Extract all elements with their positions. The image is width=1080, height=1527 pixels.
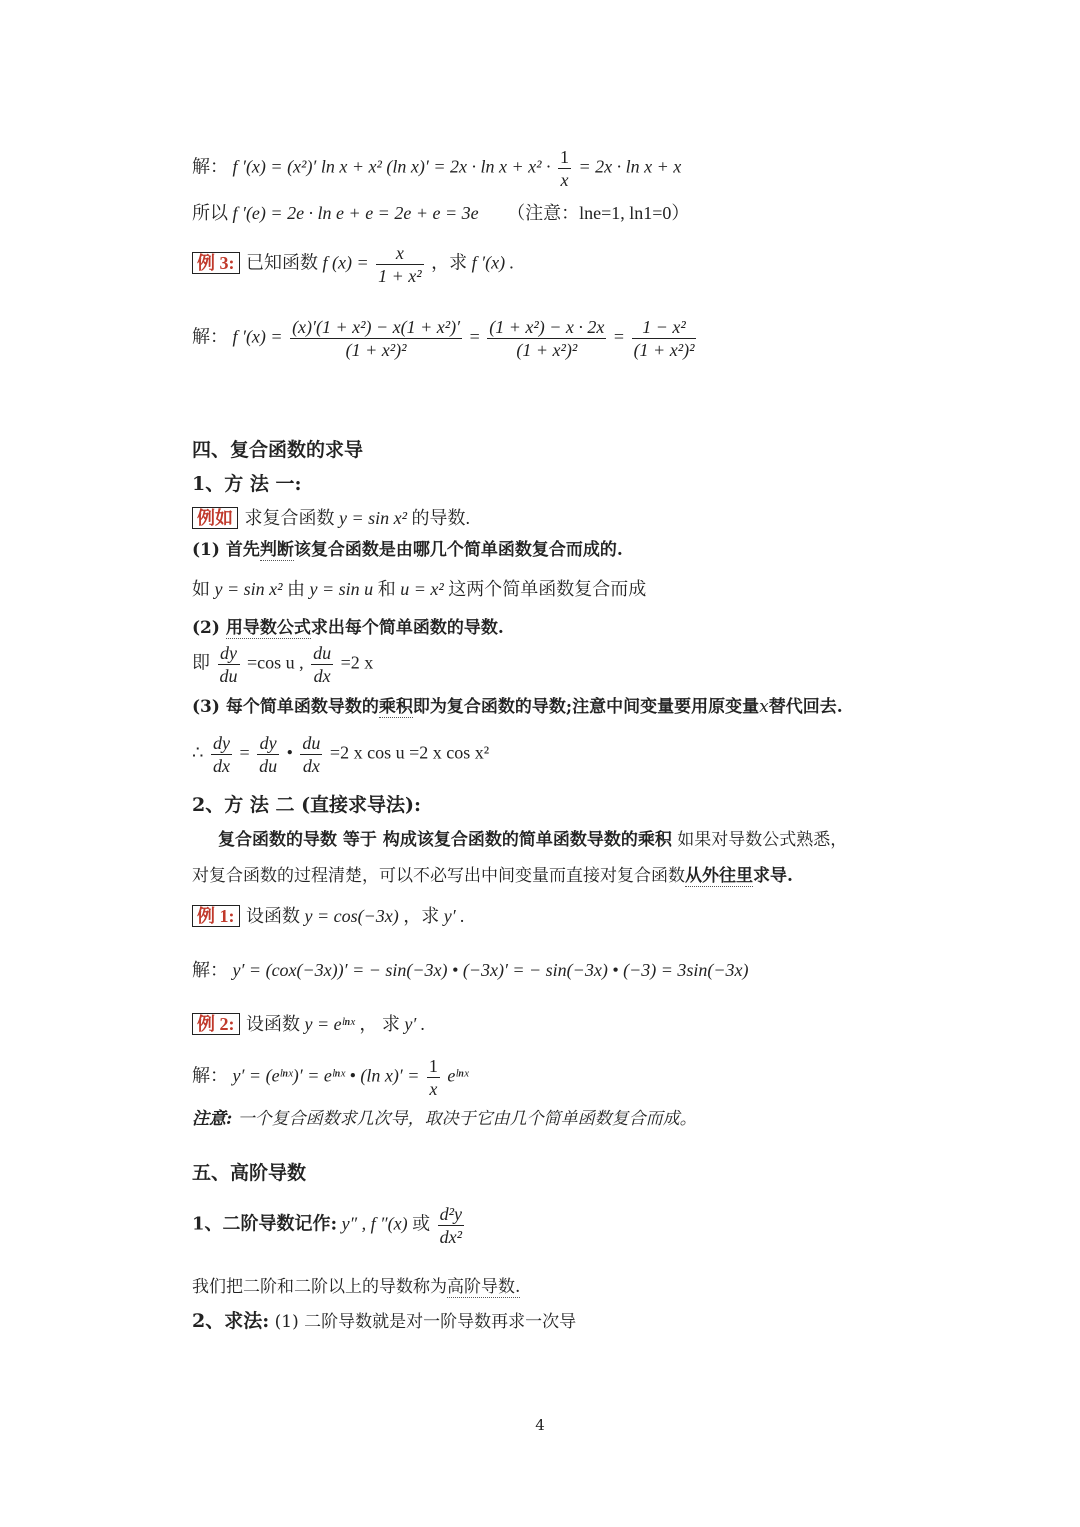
formula: f ′(x) = (x²)′ ln x + x² (ln x)′ = 2x · ln x + x² · (232, 156, 551, 177)
paragraph-text: 求导. (753, 866, 793, 886)
page-number: 4 (535, 1416, 545, 1434)
step-two-detail (192, 642, 373, 687)
solution-example3-line (192, 316, 699, 361)
example2-line (192, 1012, 425, 1036)
fraction (218, 642, 240, 687)
step-text: 该复合函数是由哪几个简单函数复合而成的. (293, 540, 623, 560)
section-four-heading: 四、复合函数的求导 (192, 439, 364, 461)
example-text: ，求 (403, 906, 440, 926)
formula: =2 x cos u =2 x cos x² (329, 742, 490, 763)
formula: = 2x · ln x + x (578, 156, 682, 177)
example-text: 求复合函数 (244, 508, 335, 528)
step-text: 替代回去. (768, 697, 843, 717)
fraction (376, 242, 424, 287)
note-line (192, 1107, 697, 1131)
step-one-line (192, 538, 623, 562)
underlined-text: 判断 (259, 540, 294, 560)
formula: y″ , (341, 1213, 367, 1234)
example-tag: 例 2: (192, 1013, 240, 1035)
fraction-numerator: dy (257, 732, 279, 755)
solution-example2b-line (192, 1055, 469, 1100)
fraction-denominator: (1 + x²)² (345, 340, 407, 360)
example-text: ， 求 (359, 1014, 400, 1034)
higher-derivative-definition (192, 1275, 520, 1299)
fraction-denominator: (1 + x²)² (633, 340, 695, 360)
formula: y = eˡⁿˣ (304, 1014, 355, 1034)
fraction-numerator: 1 (428, 1056, 438, 1076)
fraction-denominator: du (219, 666, 238, 686)
fraction (257, 732, 279, 777)
formula: y′ = (eˡⁿˣ)′ = eˡⁿˣ • (ln x)′ = (232, 1065, 420, 1086)
step-text: (2) (192, 618, 226, 638)
detail-text: 由 (287, 579, 306, 599)
paragraph-text: 复合函数的导数 等于 构成该复合函数的简单函数导数的乘积 (218, 830, 672, 850)
method-text: (1) 二阶导数就是对一阶导数再求一次导 (274, 1312, 577, 1332)
fraction-numerator: d²y (439, 1204, 463, 1224)
variable: x (759, 697, 769, 717)
fraction (311, 642, 333, 687)
formula: y = sin x² (214, 579, 283, 599)
formula: y = sin x² (339, 508, 408, 528)
formula: f ′(x) = (232, 326, 283, 347)
therefore-symbol: ∴ (192, 742, 204, 763)
conclusion-line (192, 201, 689, 225)
formula: u = x² (400, 579, 444, 599)
formula: f ″(x) (370, 1213, 408, 1234)
step-one-detail (192, 577, 646, 601)
example-text: 的导数. (411, 508, 471, 528)
detail-text: 即 (192, 652, 210, 673)
step-text: 即为复合函数的导数;注意中间变量要用原变量 (412, 697, 760, 717)
detail-text: 和 (377, 579, 396, 599)
fraction-numerator: 1 (559, 147, 569, 167)
fraction (290, 316, 462, 361)
definition-text: 或 (412, 1213, 431, 1234)
example-tag: 例 1: (192, 905, 240, 927)
example-text: 已知函数 (246, 252, 318, 273)
note-text: （注意：lne=1, ln1=0） (507, 203, 690, 223)
underlined-text: 从外往里 (685, 866, 753, 886)
section-five-heading: 五、高阶导数 (192, 1162, 307, 1184)
fraction (427, 1055, 440, 1100)
fraction-denominator: dx² (439, 1227, 463, 1247)
formula: y′ . (443, 906, 465, 926)
fraction-denominator: x (429, 1079, 438, 1099)
definition-label: 1、二阶导数记作: (192, 1213, 338, 1235)
fraction-denominator: dx (313, 666, 331, 686)
example-text: 设函数 (246, 1014, 300, 1034)
step-text: 求出每个简单函数的导数. (310, 618, 504, 638)
underlined-text: 用导数公式 (225, 618, 311, 638)
step-text: (3) 每个简单函数导数的 (192, 697, 379, 717)
fraction-numerator: (x)′(1 + x²) − x(1 + x²)′ (292, 317, 461, 337)
fraction-denominator: 1 + x² (378, 266, 422, 286)
fraction-numerator: dy (218, 642, 240, 665)
fraction (300, 732, 322, 777)
example-text: ，求 (431, 252, 468, 273)
second-derivative-line (192, 1203, 467, 1248)
formula: y′ = (cox(−3x))′ = − sin(−3x) • (−3x)′ = − sin(−3x) • (−3) = 3sin(−3x) (232, 960, 749, 980)
solution-example1-line (192, 958, 749, 982)
example-text: 设函数 (246, 906, 300, 926)
equals-sign: = (613, 326, 625, 347)
example3-line (192, 242, 514, 287)
formula: f (x) = (322, 252, 369, 273)
detail-text: 这两个简单函数复合而成 (448, 579, 647, 599)
example-tag: 例如 (192, 507, 238, 529)
solution-lead: 解： (192, 960, 228, 980)
fraction (558, 146, 571, 191)
fraction-numerator: du (313, 643, 332, 663)
method-line (192, 1309, 576, 1334)
equals-sign: = (469, 326, 480, 347)
multiply-dot: • (286, 742, 293, 763)
method-two-paragraph-2 (192, 864, 793, 888)
fraction (487, 316, 606, 361)
fraction-denominator: (1 + x²)² (516, 340, 578, 360)
fraction-numerator: dy (212, 733, 230, 753)
fraction-denominator: x (560, 170, 569, 190)
formula: y = cos(−3x) (304, 906, 399, 926)
formula: =2 x (340, 652, 374, 673)
example1-line (192, 904, 465, 928)
solution-lead: 解： (192, 156, 228, 177)
method-two-heading: 2、方 法 二 (直接求导法): (192, 794, 422, 816)
formula: f ′(x) . (471, 252, 515, 273)
fraction (632, 316, 697, 361)
fraction (211, 732, 232, 777)
note-label: 注意: (192, 1109, 233, 1129)
fraction-denominator: du (259, 756, 278, 776)
fraction-denominator: dx (302, 756, 320, 776)
step-text: (1) 首先 (192, 540, 260, 560)
step-three-line (192, 695, 843, 719)
detail-text: 如 (192, 579, 210, 599)
step-three-detail (192, 732, 489, 777)
fraction (438, 1203, 464, 1248)
formula: eˡⁿˣ (447, 1065, 469, 1086)
example-tag: 例 3: (192, 252, 240, 274)
formula: y = sin u (309, 579, 374, 599)
solution-lead: 解： (192, 1065, 228, 1086)
example-line (192, 506, 470, 530)
solution-lead: 解： (192, 326, 228, 347)
conclusion-lead: 所以 (192, 203, 228, 223)
fraction-numerator: 1 − x² (632, 316, 697, 339)
underlined-text: 高阶导数. (447, 1277, 521, 1297)
fraction-denominator: dx (212, 756, 230, 776)
method-two-paragraph-1 (218, 828, 847, 852)
formula: y′ . (404, 1014, 426, 1034)
note-text: 一个复合函数求几次导，取决于它由几个简单函数复合而成。 (237, 1109, 697, 1129)
solution-example2-line (192, 146, 681, 191)
paragraph-text: 对复合函数的过程清楚，可以不必写出中间变量而直接对复合函数 (192, 866, 685, 886)
definition-text: 我们把二阶和二阶以上的导数称为 (192, 1277, 447, 1297)
method-label: 2、求法: (192, 1310, 270, 1332)
fraction-numerator: x (376, 242, 424, 265)
method-one-heading: 1、方 法 一: (192, 473, 302, 495)
formula: =cos u , (247, 652, 304, 673)
step-two-line (192, 616, 504, 640)
fraction-numerator: du (302, 733, 321, 753)
paragraph-text: 如果对导数公式熟悉， (671, 830, 848, 850)
underlined-text: 乘积 (378, 697, 413, 717)
equals-sign: = (239, 742, 250, 763)
formula: f ′(e) = 2e · ln e + e = 2e + e = 3e (232, 203, 479, 223)
fraction-numerator: (1 + x²) − x · 2x (489, 317, 605, 337)
